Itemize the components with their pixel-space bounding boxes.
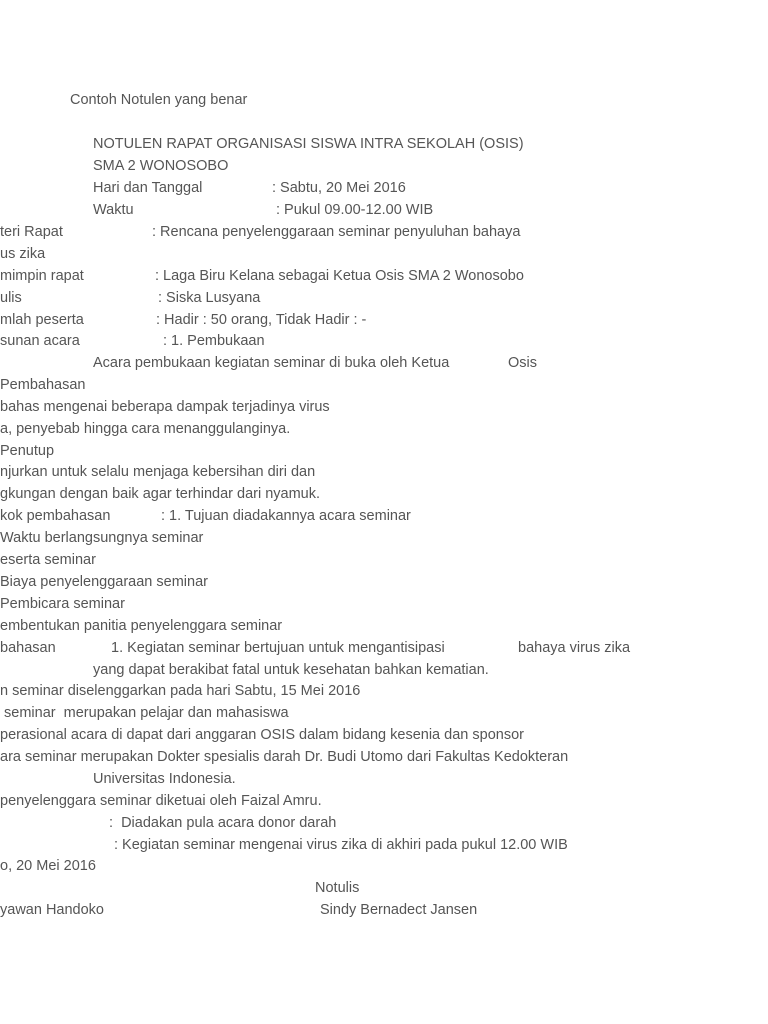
time-value: : Pukul 09.00-12.00 WIB — [276, 202, 434, 218]
other-notes: : Diadakan pula acara donor darah — [109, 815, 337, 831]
discussion-label: bahasan — [0, 640, 56, 656]
agenda-value: : 1. Pembukaan — [163, 333, 265, 349]
discussion-1-cont: yang dapat berakibat fatal untuk kesehatan bahkan kematian. — [93, 662, 489, 678]
topic-label: teri Rapat — [0, 224, 63, 240]
agenda-2-desc-1: bahas mengenai beberapa dampak terjadinya virus — [0, 399, 330, 415]
closing-note: : Kegiatan seminar mengenai virus zika di akhiri pada pukul 12.00 WIB — [114, 837, 568, 853]
notulis-label: Notulis — [315, 880, 360, 896]
discussion-3: seminar merupakan pelajar dan mahasiswa — [0, 705, 289, 721]
participants-label: mlah peserta — [0, 312, 84, 328]
writer-value: : Siska Lusyana — [158, 290, 261, 306]
leader-label: mimpin rapat — [0, 268, 84, 284]
agenda-1-desc: Acara pembukaan kegiatan seminar di buka oleh Ketua — [93, 355, 450, 371]
time-label: Waktu — [93, 202, 134, 218]
agenda-2-desc-2: a, penyebab hingga cara menanggulanginya. — [0, 421, 291, 437]
title-line-1: NOTULEN RAPAT ORGANISASI SISWA INTRA SEKOLAH (OSIS) — [93, 136, 524, 152]
discussion-2: n seminar diselenggarkan pada hari Sabtu, 15 Mei 2016 — [0, 683, 361, 699]
signatory-right: Sindy Bernadect Jansen — [320, 902, 478, 918]
participants-value: : Hadir : 50 orang, Tidak Hadir : - — [156, 312, 367, 328]
point-4: Biaya penyelenggaraan seminar — [0, 574, 208, 590]
agenda-label: sunan acara — [0, 333, 80, 349]
points-value: : 1. Tujuan diadakannya acara seminar — [161, 508, 411, 524]
date-label: Hari dan Tanggal — [93, 180, 203, 196]
point-6: embentukan panitia penyelenggara seminar — [0, 618, 283, 634]
agenda-3: Penutup — [0, 443, 55, 459]
point-2: Waktu berlangsungnya seminar — [0, 530, 204, 546]
discussion-1: 1. Kegiatan seminar bertujuan untuk mengantisipasi — [111, 640, 445, 656]
discussion-5-cont: Universitas Indonesia. — [93, 771, 236, 787]
discussion-1-end: bahaya virus zika — [518, 640, 631, 656]
agenda-3-desc-1: njurkan untuk selalu menjaga kebersihan diri dan — [0, 464, 316, 480]
discussion-4: perasional acara di dapat dari anggaran OSIS dalam bidang kesenia dan sponsor — [0, 727, 524, 743]
point-5: Pembicara seminar — [0, 596, 125, 612]
writer-label: ulis — [0, 290, 22, 306]
leader-value: : Laga Biru Kelana sebagai Ketua Osis SMA 2 Wonosobo — [155, 268, 524, 284]
topic-value: : Rencana penyelenggaraan seminar penyuluhan bahaya — [152, 224, 521, 240]
doc-heading: Contoh Notulen yang benar — [70, 92, 248, 108]
signatory-left: yawan Handoko — [0, 902, 104, 918]
date-value: : Sabtu, 20 Mei 2016 — [272, 180, 406, 196]
topic-continuation: us zika — [0, 246, 46, 262]
point-3: eserta seminar — [0, 552, 96, 568]
place-date: o, 20 Mei 2016 — [0, 858, 96, 874]
title-line-2: SMA 2 WONOSOBO — [93, 158, 229, 174]
agenda-1-desc-end: Osis — [508, 355, 537, 371]
points-label: kok pembahasan — [0, 508, 111, 524]
discussion-6: penyelenggara seminar diketuai oleh Faizal Amru. — [0, 793, 322, 809]
discussion-5: ara seminar merupakan Dokter spesialis darah Dr. Budi Utomo dari Fakultas Kedokteran — [0, 749, 569, 765]
agenda-2: Pembahasan — [0, 377, 86, 393]
agenda-3-desc-2: gkungan dengan baik agar terhindar dari nyamuk. — [0, 486, 321, 502]
